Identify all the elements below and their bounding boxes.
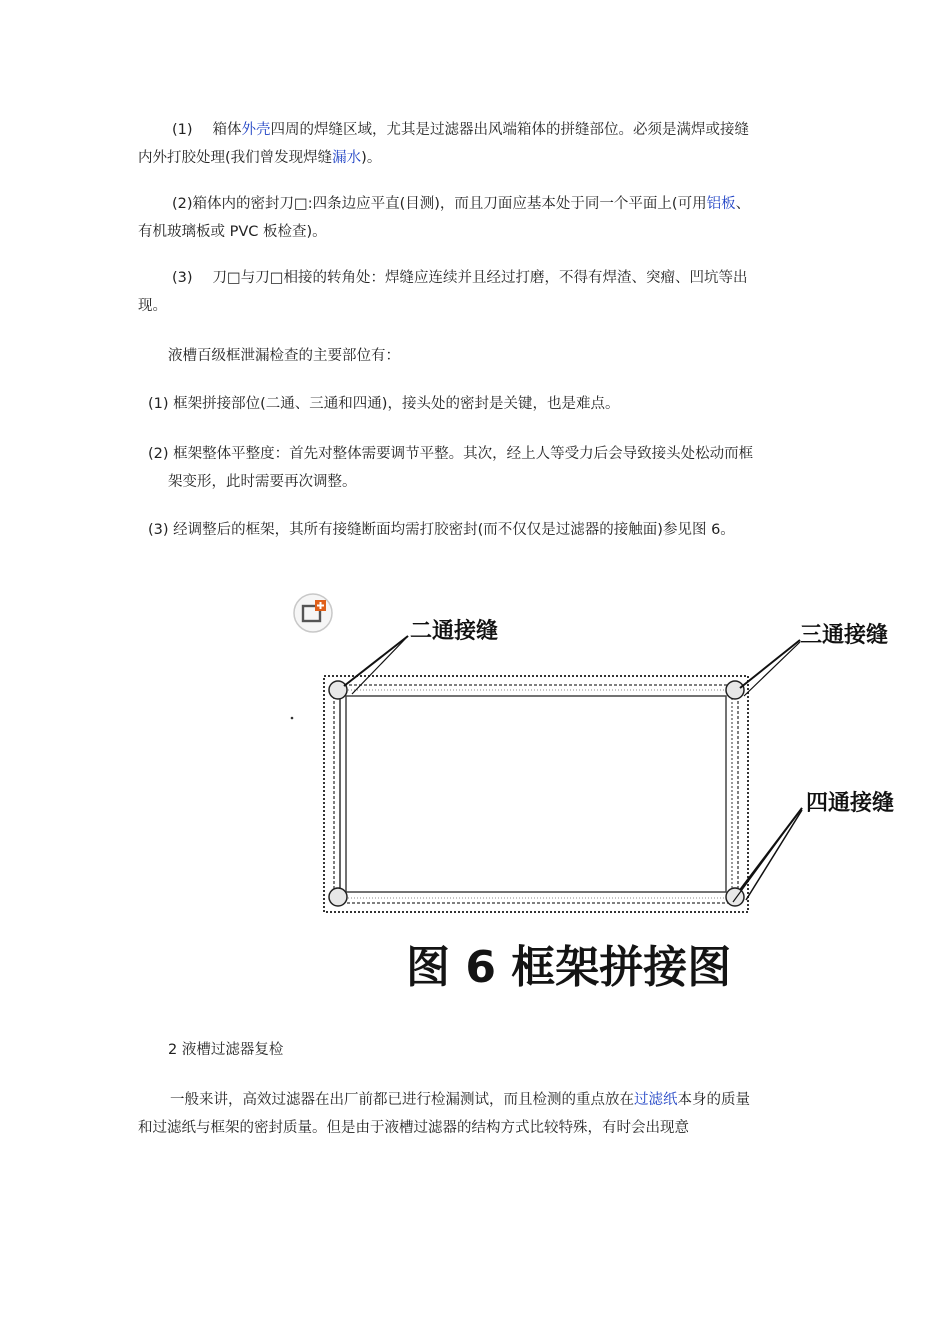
text-segment: 内外打胶处理(我们曾发现焊缝	[138, 150, 333, 166]
paragraph-1	[138, 116, 818, 172]
paragraph-1-line-1	[138, 116, 818, 144]
joint-top-left	[329, 681, 347, 699]
link-aluminum-plate[interactable]: 铝板	[706, 196, 736, 212]
leader-three-way	[740, 640, 800, 688]
label-two-way-joint: 二通接缝	[410, 619, 499, 644]
filter-frame	[291, 676, 748, 912]
link-shell[interactable]: 外壳	[241, 122, 271, 138]
add-to-note-icon[interactable]	[294, 594, 332, 632]
list-item-text: (1) 框架拼接部位(二通、三通和四通)，接头处的密封是关键，也是难点。	[148, 396, 620, 412]
list-item-text: (2) 框架整体平整度：首先对整体需要调节平整。其次，经上人等受力后会导致接头处松动而框	[148, 446, 754, 462]
paragraph-3-line-2: 现。	[138, 298, 167, 314]
leader-four-way-c	[733, 808, 802, 902]
list-item-2	[148, 440, 828, 496]
link-filter-paper[interactable]: 过滤纸	[634, 1092, 678, 1108]
paragraph-4	[138, 342, 818, 370]
item-number: (3)	[172, 270, 193, 286]
joint-top-right	[726, 681, 744, 699]
paragraph-2	[138, 190, 818, 246]
paragraph-5-line-2: 和过滤纸与框架的密封质量。但是由于液槽过滤器的结构方式比较特殊，有时会出现意	[138, 1120, 689, 1136]
section-heading-text: 2 液槽过滤器复检	[168, 1042, 284, 1058]
figure-caption: 图 6 框架拼接图	[406, 942, 732, 993]
leader-three-way-thin	[744, 642, 800, 696]
section-heading	[138, 1036, 818, 1064]
leader-two-way	[344, 636, 408, 686]
paragraph-3	[138, 264, 818, 320]
frame-inner-edge	[346, 696, 726, 892]
text-segment: 本身的质量	[677, 1092, 750, 1108]
text-segment: 一般来讲，高效过滤器在出厂前都已进行检漏测试，而且检测的重点放在	[170, 1092, 634, 1108]
icon-background	[294, 594, 332, 632]
text-segment: (2)箱体内的密封刀□:四条边应平直(目测)，而且刀面应基本处于同一个平面上(可用	[172, 196, 707, 212]
link-water-leak[interactable]: 漏水	[332, 150, 362, 166]
text-segment: 四周的焊缝区域，尤其是过滤器出风端箱体的拼缝部位。必须是满焊或接缝	[270, 122, 750, 138]
text-segment: 刀□与刀□相接的转角处：焊缝应连续并且经过打磨，不得有焊渣、突瘤、凹坑等出	[212, 270, 748, 286]
stray-mark	[291, 717, 294, 720]
paragraph-5	[138, 1086, 818, 1142]
paragraph-1-line-2	[138, 144, 818, 172]
paragraph-2-line-1	[138, 190, 818, 218]
label-four-way-joint: 四通接缝	[806, 791, 895, 816]
list-item-text: (3) 经调整后的框架，其所有接缝断面均需打胶密封(而不仅仅是过滤器的接触面)参见图 6。	[148, 522, 735, 538]
list-item-3	[148, 516, 828, 544]
paragraph-2-line-2: 有机玻璃板或 PVC 板检查)。	[138, 224, 327, 240]
label-three-way-joint: 三通接缝	[800, 623, 889, 648]
paragraph-4-text: 液槽百级框泄漏检查的主要部位有：	[168, 348, 400, 364]
item-number: (1)	[172, 122, 193, 138]
joint-bottom-left	[329, 888, 347, 906]
text-segment: 箱体	[212, 122, 242, 138]
frame-mid-edge	[334, 685, 738, 903]
frame-outer-edge	[324, 676, 748, 912]
list-item-continuation: 架变形，此时需要再次调整。	[168, 474, 357, 490]
frame-diagram	[288, 590, 928, 1010]
figure-frame-joints	[288, 590, 928, 1010]
leader-four-way-b	[746, 810, 802, 900]
text-segment: )。	[361, 150, 382, 166]
paragraph-5-line-1	[138, 1086, 818, 1114]
text-segment: 、	[735, 196, 751, 212]
list-item-1	[148, 390, 828, 418]
paragraph-3-line-1	[138, 264, 818, 292]
